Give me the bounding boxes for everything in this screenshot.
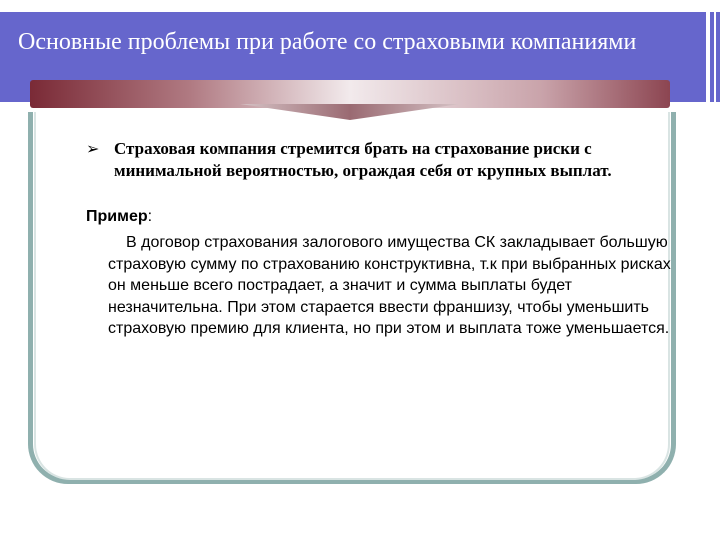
example-text: В договор страхования залогового имущества СК закладывает большую страховую сумму по страхованию конструктивна, т.к при выбранных рисках он меньше всего пострадает, а значит и сумма выплаты будет незначительна. При этом старается ввести франшизу, чтобы уменьшить страховую премию для клиента, но при этом и выплата тоже уменьшается. [108, 234, 671, 337]
example-label-text: Пример [86, 208, 148, 225]
arrowhead-bullet-icon: ➢ [86, 139, 100, 158]
example-label-colon: : [147, 208, 153, 225]
title-stripe-left-2 [0, 99, 28, 101]
title-stripe-left-1 [0, 94, 28, 96]
example-label [86, 208, 152, 226]
bullet-item [86, 138, 686, 181]
bullet-text: Страховая компания стремится брать на страхование риски с минимальной вероятностью, ограждая себя от крупных выплат. [114, 139, 612, 180]
slide-title: Основные проблемы при работе со страховыми компаниями [18, 29, 637, 55]
title-stripe-right-2 [716, 12, 720, 102]
title-stripe-right-1 [710, 12, 714, 102]
